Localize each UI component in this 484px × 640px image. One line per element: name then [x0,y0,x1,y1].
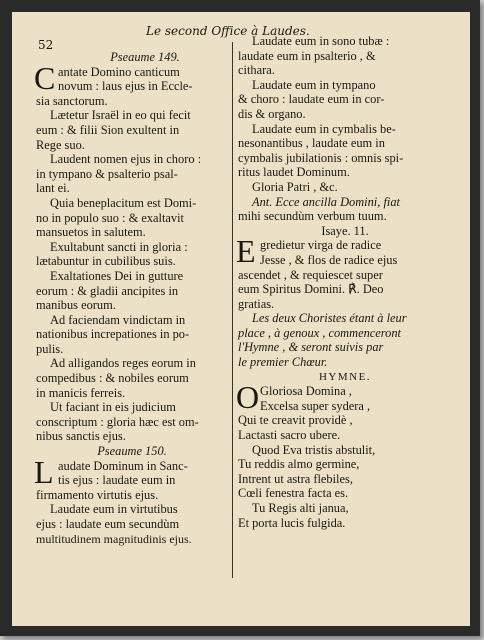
verse-laudent [36,152,228,196]
verse-line: conscriptum : gloria hæc est om- [36,414,199,429]
verse-line: gratias. [238,296,275,311]
verse-line: no in populo suo : & exaltavit [36,210,184,225]
verse-line: Laudent nomen ejus in choro : [50,152,202,167]
verse-line: in tympano & psalterio psal- [36,166,178,181]
verse-line: Laudate eum in virtutibus [50,502,178,517]
verse-line: Laudate eum in sono tubæ : [252,34,390,48]
verse-line: gredietur virga de radice [260,238,382,253]
verse-line: Les deux Choristes étant à leur [252,311,407,326]
verse-line: Excelsa super sydera , [260,398,371,413]
verse-line: nationibus increpationes in po- [36,327,190,342]
verse-line: audate Dominum in Sanc- [58,458,188,473]
verse-line: ascendet , & requiescet super [238,267,383,282]
verse-line: cithara. [238,63,275,78]
drop-cap-l: L [34,453,54,490]
verse-line: Intrent ut astra flebiles, [238,471,353,486]
hymn-stanza-3 [238,501,452,530]
hymn-stanza-1 [236,379,452,443]
verse-line: l'Hymne , & seront suivis par [238,340,384,355]
verse-line: & choro : laudate eum in cor- [238,92,385,107]
psalm-149-title: Pseaume 149. [110,50,180,64]
verse-line: in manicis ferreis. [36,385,126,400]
verse-ut-faciant [36,400,228,444]
left-column [36,50,228,546]
antiphon [238,195,452,224]
verse-line: Quia beneplacitum est Domi- [50,195,197,210]
verse-line: Ad faciendam vindictam in [50,312,186,327]
verse-line: pulis. [36,341,64,356]
verse-line: Rege suo. [36,137,85,152]
verse-laudate-dominum [34,453,228,503]
verse-line: Lactasti sacro ubere. [238,428,341,443]
psalm-150-title: Pseaume 150. [97,444,167,459]
verse-line: manibus eorum. [36,298,116,313]
verse-quia [36,196,228,240]
verse-line: eorum : & gladii ancipites in [36,283,179,298]
rubric-choristes [238,311,452,369]
book-page [12,12,470,626]
verse-sono-tubae [238,34,452,78]
verse-line: Laudate eum in cymbalis be- [252,121,396,136]
drop-cap-e: E [236,233,256,270]
verse-line: eum Spiritus Domini. ℟. Deo [238,282,384,297]
verse-line: firmamento virtutis ejus. [36,487,159,502]
verse-line: Lætetur Israël in eo qui fecit [50,108,191,123]
verse-line: le premier Chœur. [238,355,328,370]
verse-line: Et porta lucis fulgida. [238,515,346,530]
verse-exaltationes [36,269,228,313]
verse-laetetur [36,108,228,152]
drop-cap-o: O [236,379,260,416]
hymn-stanza-2 [238,443,452,501]
verse-line: Quod Eva tristis abstulit, [252,442,376,457]
isaye-title: Isaye. 11. [321,223,369,238]
drop-cap-c: C [34,59,56,96]
verse-line: Laudate eum in tympano [252,77,376,92]
gloria-patri: Gloria Patri , &c. [252,179,338,194]
verse-line: lætabuntur in cubilibus suis. [36,254,176,269]
verse-line: Tu reddis almo germine, [238,457,360,472]
verse-line: Ut faciant in eis judicium [50,400,176,415]
chapter-egredietur [236,233,452,311]
verse-laudate-virtutibus [36,502,228,546]
verse-line: mansuetos in salutem. [36,225,146,240]
verse-line: lant ei. [36,181,70,196]
right-column [238,34,452,530]
verse-line: ejus : laudate eum secundùm [36,517,180,531]
verse-line: nibus sanctis ejus. [36,429,126,444]
verse-line: sia sanctorum. [36,93,108,108]
verse-line: Exaltationes Dei in gutture [50,268,184,283]
verse-line: dis & organo. [238,106,306,121]
verse-line: laudate eum in psalterio , & [238,48,376,63]
verse-tympano [238,78,452,122]
verse-cymbalis [238,122,452,180]
verse-exultabunt [36,240,228,269]
verse-line: novum : laus ejus in Eccle- [58,79,193,94]
hymne-title: HYMNE. [318,370,372,383]
verse-line: place , à genoux , commenceront [238,325,401,340]
verse-cantate [34,59,228,109]
verse-line: eum : & filii Sion exultent in [36,122,180,137]
verse-line: Jesse , & flos de radice ejus [260,252,398,267]
verse-ad-faciendam [36,313,228,357]
verse-line: compedibus : & nobiles eorum [36,371,189,386]
verse-line: Ant. Ecce ancilla Domini, fiat [252,194,400,209]
verse-ad-alligandos [36,356,228,400]
verse-line: tis ejus : laudate eum in [58,473,176,488]
verse-line: multitudinem magnitudinis ejus. [36,531,192,546]
verse-line: antate Domino canticum [58,64,180,79]
verse-line: Cœli fenestra facta es. [238,486,349,501]
verse-line: Qui te creavit providè , [238,413,353,428]
running-head: Le second Office à Laudes. [146,24,310,38]
verse-line: nesonantibus , laudate eum in [238,136,385,151]
page-number: 52 [38,38,54,52]
verse-line: Ad alligandos reges eorum in [50,356,196,371]
verse-line: Exultabunt sancti in gloria : [50,239,188,254]
verse-line: Tu Regis alti janua, [252,501,349,515]
verse-line: mihi secundùm verbum tuum. [238,209,387,224]
column-divider [232,42,233,578]
verse-line: Gloriosa Domina , [260,384,352,399]
verse-line: ritus laudet Dominum. [238,165,350,180]
verse-line: cymbalis jubilationis : omnis spi- [238,150,404,165]
